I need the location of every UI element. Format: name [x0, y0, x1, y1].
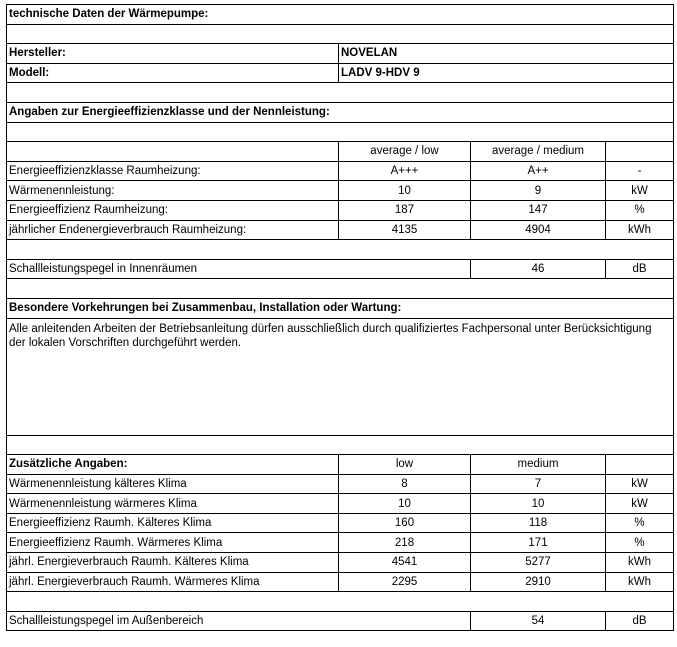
- table-row: [7, 553, 674, 573]
- empty-row: [7, 435, 674, 455]
- row-label: Energieeffizienz Raumh. Kälteres Klima: [7, 513, 339, 533]
- row-value-low: 218: [339, 533, 471, 553]
- sound-inside-unit: dB: [606, 259, 674, 279]
- row-unit: kW: [606, 494, 674, 514]
- row-value-low: 2295: [339, 572, 471, 592]
- empty-row: [7, 24, 674, 44]
- table-row: [7, 513, 674, 533]
- row-value-medium: 4904: [471, 220, 606, 240]
- empty-row: [7, 240, 674, 260]
- col-header-average-medium: average / medium: [471, 142, 606, 162]
- row-unit: kWh: [606, 572, 674, 592]
- row-label: jährl. Energieverbrauch Raumh. Wärmeres Klima: [7, 572, 339, 592]
- row-unit: %: [606, 513, 674, 533]
- sound-outside-unit: dB: [606, 611, 674, 631]
- row-value-low: 10: [339, 181, 471, 201]
- table-row: [7, 161, 674, 181]
- table-row: [7, 181, 674, 201]
- col-header-low: low: [339, 455, 471, 475]
- row-label: Wärmenennleistung:: [7, 181, 339, 201]
- sound-outside-value: 54: [471, 611, 606, 631]
- sound-inside-row: [7, 259, 674, 279]
- row-value-low: 8: [339, 474, 471, 494]
- sound-inside-label: Schallleistungspegel in Innenräumen: [7, 259, 471, 279]
- row-unit: kW: [606, 181, 674, 201]
- row-unit: kWh: [606, 553, 674, 573]
- row-value-low: 187: [339, 200, 471, 220]
- table-row: [7, 572, 674, 592]
- row-unit: kWh: [606, 220, 674, 240]
- additional-heading: Zusätzliche Angaben:: [7, 455, 339, 475]
- sound-inside-value: 46: [471, 259, 606, 279]
- precautions-text: Alle anleitenden Arbeiten der Betriebsanleitung dürfen ausschließlich durch qualifiziertes Fachpersonal unter Berücksichtigung der lokalen Vorschriften durchgeführt werden.: [7, 318, 674, 435]
- row-value-low: 4541: [339, 553, 471, 573]
- manufacturer-label: Hersteller:: [7, 44, 339, 64]
- row-label: Energieeffizienz Raumheizung:: [7, 200, 339, 220]
- model-label: Modell:: [7, 63, 339, 83]
- row-value-medium: 10: [471, 494, 606, 514]
- row-label: Energieeffizienz Raumh. Wärmeres Klima: [7, 533, 339, 553]
- sheet-title: technische Daten der Wärmepumpe:: [7, 5, 674, 25]
- row-value-medium: 118: [471, 513, 606, 533]
- heat-pump-data-sheet: [6, 4, 674, 631]
- row-unit: kW: [606, 474, 674, 494]
- empty-row: [7, 122, 674, 142]
- table-row: [7, 533, 674, 553]
- energy-header-spacer: [7, 142, 339, 162]
- table-row: [7, 200, 674, 220]
- empty-row: [7, 592, 674, 612]
- row-unit: %: [606, 533, 674, 553]
- row-value-medium: 7: [471, 474, 606, 494]
- row-value-low: 160: [339, 513, 471, 533]
- table-row: [7, 494, 674, 514]
- row-unit: %: [606, 200, 674, 220]
- energy-section-heading: Angaben zur Energieeffizienzklasse und der Nennleistung:: [7, 102, 674, 122]
- row-value-low: 4135: [339, 220, 471, 240]
- row-value-medium: 171: [471, 533, 606, 553]
- precautions-heading: Besondere Vorkehrungen bei Zusammenbau, Installation oder Wartung:: [7, 298, 674, 318]
- empty-row: [7, 83, 674, 103]
- col-header-medium: medium: [471, 455, 606, 475]
- empty-row: [7, 279, 674, 299]
- sound-outside-label: Schallleistungspegel im Außenbereich: [7, 611, 471, 631]
- row-label: Wärmenennleistung wärmeres Klima: [7, 494, 339, 514]
- row-label: Energieeffizienzklasse Raumheizung:: [7, 161, 339, 181]
- row-value-medium: 147: [471, 200, 606, 220]
- col-header-average-low: average / low: [339, 142, 471, 162]
- col-header-unit: [606, 455, 674, 475]
- row-value-medium: 5277: [471, 553, 606, 573]
- row-value-medium: 9: [471, 181, 606, 201]
- col-header-unit: [606, 142, 674, 162]
- manufacturer-value: NOVELAN: [339, 44, 674, 64]
- sound-outside-row: [7, 611, 674, 631]
- table-row: [7, 220, 674, 240]
- row-value-low: A+++: [339, 161, 471, 181]
- row-value-low: 10: [339, 494, 471, 514]
- row-value-medium: A++: [471, 161, 606, 181]
- model-value: LADV 9-HDV 9: [339, 63, 674, 83]
- row-label: jährlicher Endenergieverbrauch Raumheizung:: [7, 220, 339, 240]
- row-label: Wärmenennleistung kälteres Klima: [7, 474, 339, 494]
- row-unit: -: [606, 161, 674, 181]
- table-row: [7, 474, 674, 494]
- row-label: jährl. Energieverbrauch Raumh. Kälteres Klima: [7, 553, 339, 573]
- row-value-medium: 2910: [471, 572, 606, 592]
